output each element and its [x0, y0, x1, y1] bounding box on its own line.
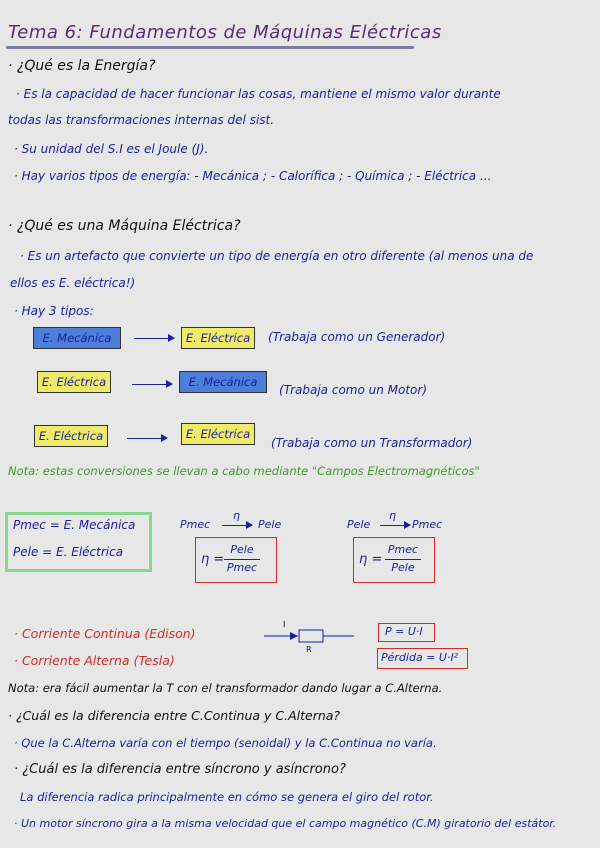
mot-numerator: Pmec [387, 543, 419, 556]
resistor-label: R [306, 645, 312, 654]
def-pele: Pele = E. Eléctrica [13, 545, 124, 559]
energia-line-2: todas las transformaciones internas del sist. [8, 113, 275, 127]
conversion-note: Nota: estas conversiones se llevan a cabo mediante "Campos Electromagnéticos" [8, 464, 480, 478]
gen-lhs: η = [201, 552, 225, 567]
row3-to-box: E. Eléctrica [181, 423, 255, 445]
row1-note: (Trabaja como un Generador) [268, 330, 446, 344]
current-label: I [283, 620, 286, 629]
maquina-line-3: · Hay 3 tipos: [14, 304, 94, 318]
row2-from-box: E. Eléctrica [37, 371, 111, 393]
gen-denominator: Pmec [226, 561, 258, 574]
answer-sincrono-2: · Un motor síncrono gira a la misma velocidad que el campo magnético (C.M) giratorio del estátor. [14, 817, 557, 830]
row2-note: (Trabaja como un Motor) [279, 383, 428, 397]
corriente-continua: · Corriente Continua (Edison) [14, 626, 196, 641]
maquina-line-1: · Es un artefacto que convierte un tipo de energía en otro diferente (al menos una de [20, 249, 534, 263]
answer-sincrono-1: La diferencia radica principalmente en cómo se genera el giro del rotor. [20, 790, 434, 804]
corriente-alterna: · Corriente Alterna (Tesla) [14, 653, 175, 668]
power-formula: P = U·I [385, 625, 423, 638]
mot-arrow [380, 525, 410, 526]
loss-formula: Pérdida = U·I² [381, 651, 459, 664]
heading-energia: · ¿Qué es la Energía? [8, 58, 156, 74]
mot-right: Pmec [412, 518, 443, 531]
answer-cc-ca: · Que la C.Alterna varía con el tiempo (senoidal) y la C.Continua no varía. [14, 736, 437, 750]
page-title: Tema 6: Fundamentos de Máquinas Eléctricas [8, 22, 442, 43]
row1-to-box: E. Eléctrica [181, 327, 255, 349]
row2-arrow [132, 384, 172, 385]
title-underline [6, 46, 414, 49]
row3-arrow [127, 438, 167, 439]
gen-eta: η [233, 509, 240, 522]
mot-left: Pele [347, 518, 371, 531]
energia-line-4: · Hay varios tipos de energía: - Mecánica ; - Calorífica ; - Química ; - Eléctrica ... [14, 169, 492, 183]
gen-right: Pele [258, 518, 282, 531]
energia-line-3: · Su unidad del S.I es el Joule (J). [14, 142, 209, 156]
gen-numerator: Pele [230, 543, 254, 556]
heading-maquina: · ¿Qué es una Máquina Eléctrica? [8, 218, 241, 234]
alterna-note: Nota: era fácil aumentar la T con el transformador dando lugar a C.Alterna. [8, 681, 443, 695]
maquina-line-2: ellos es E. eléctrica!) [10, 276, 136, 290]
mot-lhs: η = [359, 552, 383, 567]
energia-line-1: · Es la capacidad de hacer funcionar las cosas, mantiene el mismo valor durante [16, 87, 501, 101]
gen-fraction-line [224, 559, 260, 560]
row3-note: (Trabaja como un Transformador) [271, 436, 473, 450]
row3-from-box: E. Eléctrica [34, 425, 108, 447]
gen-left: Pmec [180, 518, 211, 531]
question-cc-ca: · ¿Cuál es la diferencia entre C.Continua y C.Alterna? [8, 708, 341, 723]
def-pmec: Pmec = E. Mecánica [13, 518, 136, 532]
mot-eta: η [389, 509, 396, 522]
mot-fraction-line [385, 559, 421, 560]
gen-arrow [222, 525, 252, 526]
question-sincrono: · ¿Cuál es la diferencia entre síncrono y asíncrono? [14, 762, 346, 777]
row2-to-box: E. Mecánica [179, 371, 267, 393]
mot-denominator: Pele [391, 561, 415, 574]
row1-arrow [134, 338, 174, 339]
row1-from-box: E. Mecánica [33, 327, 121, 349]
